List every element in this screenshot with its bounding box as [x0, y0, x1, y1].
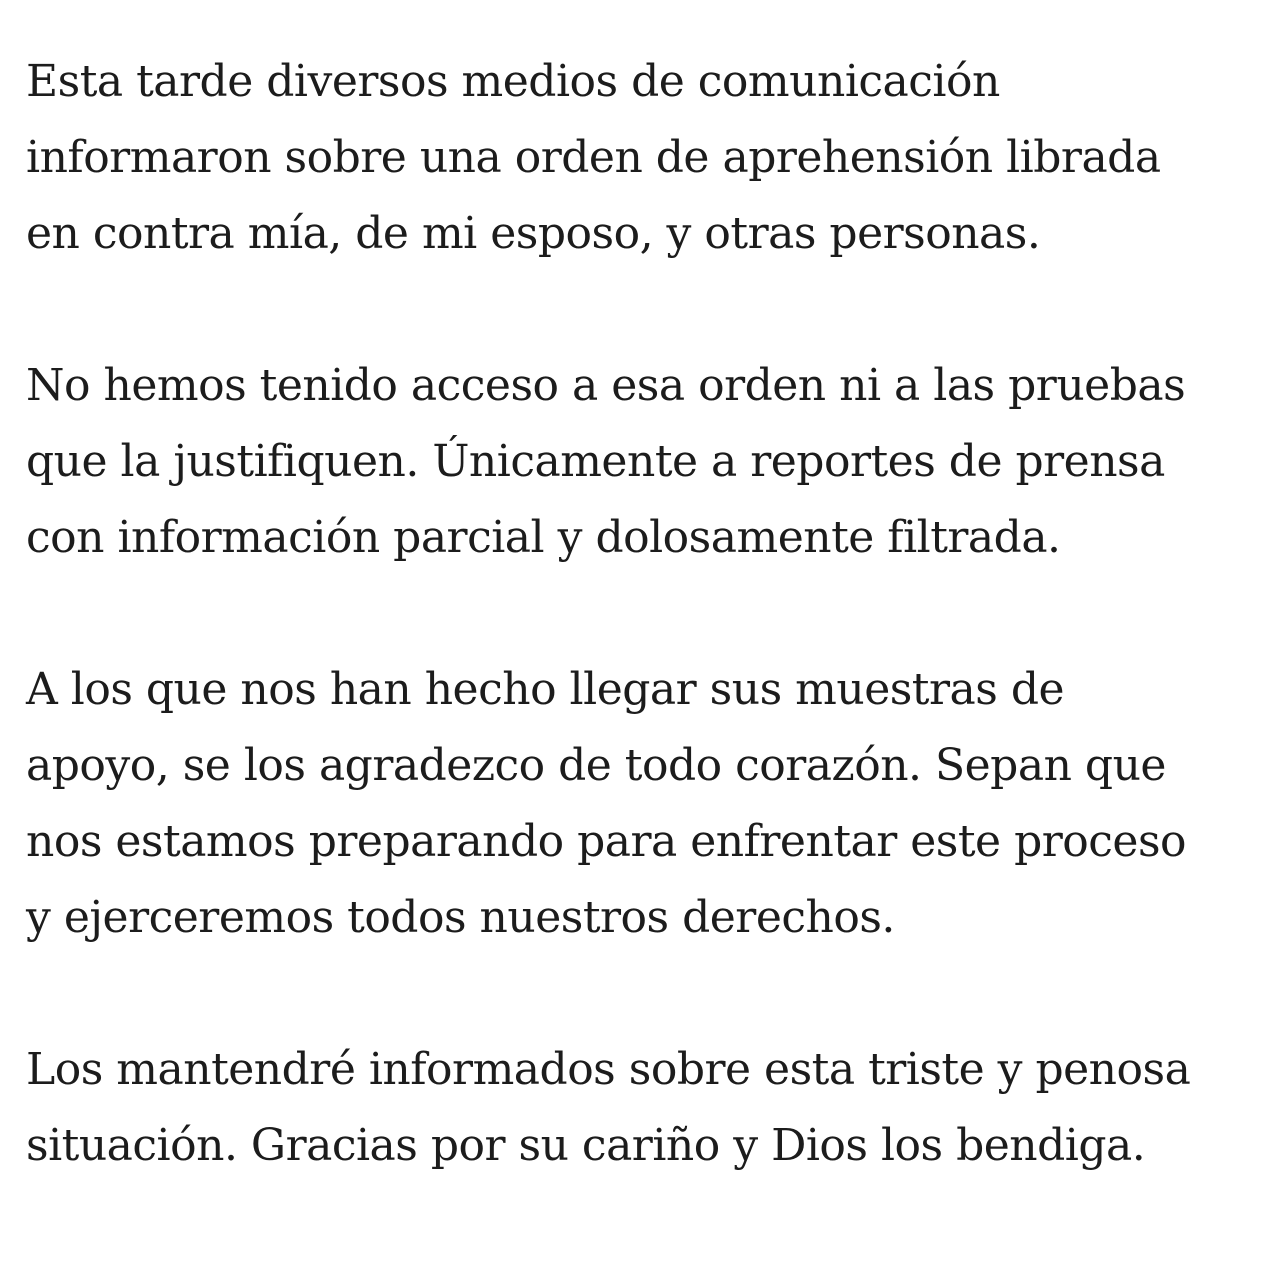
- paragraph-4: [26, 1032, 1266, 1184]
- text-line: en contra mía, de mi esposo, y otras personas.: [26, 208, 1041, 259]
- paragraph-3: [26, 652, 1266, 956]
- text-line: situación. Gracias por su cariño y Dios los bendiga.: [26, 1120, 1146, 1171]
- text-line: con información parcial y dolosamente filtrada.: [26, 512, 1061, 563]
- text-line: No hemos tenido acceso a esa orden ni a las pruebas: [26, 360, 1186, 411]
- text-line: A los que nos han hecho llegar sus muestras de: [26, 664, 1065, 715]
- paragraph-1: [26, 44, 1266, 272]
- statement-text: [26, 44, 1266, 1260]
- paragraph-2: [26, 348, 1266, 576]
- text-line: apoyo, se los agradezco de todo corazón. Sepan que: [26, 740, 1166, 791]
- text-line: que la justifiquen. Únicamente a reportes de prensa: [26, 436, 1165, 487]
- text-line: Los mantendré informados sobre esta triste y penosa: [26, 1044, 1191, 1095]
- text-line: informaron sobre una orden de aprehensión librada: [26, 132, 1161, 183]
- text-line: Esta tarde diversos medios de comunicación: [26, 56, 1000, 107]
- text-line: nos estamos preparando para enfrentar este proceso: [26, 816, 1187, 867]
- text-line: y ejerceremos todos nuestros derechos.: [26, 892, 895, 943]
